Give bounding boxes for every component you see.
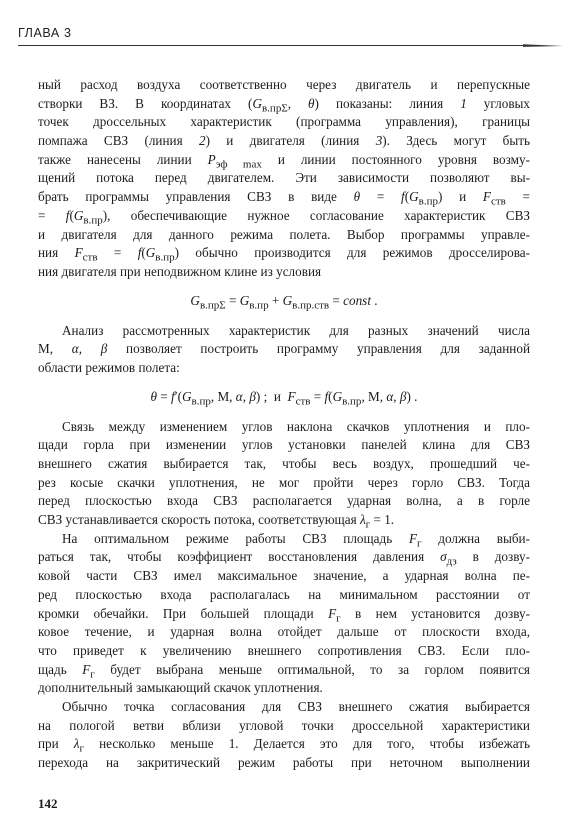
- text-line: ред плоскостью входа располагалась на минимальном расстоянии от: [38, 586, 530, 602]
- text-line: брать программы управления СВЗ в виде $\theta = f(G_{в.пр})$ и $F_{ств}$ =: [38, 189, 530, 208]
- text-line: = $f(G_{в.пр})$, обеспечивающие нужное согласование характеристик СВЗ: [38, 207, 530, 227]
- paragraph-4: [38, 530, 530, 698]
- equation-2: $\theta = f'(G_{в.пр}$, M, α, β) ; и $F_{ств} = f(G_{в.пр}$, M, α, β) .: [150, 388, 418, 408]
- text-line: перед плоскостью входа СВЗ располагается ударная волна, а в горле: [38, 493, 530, 509]
- text-line: точек дроссельных характеристик (программа управления), границы: [38, 114, 530, 130]
- text-line: щений потока перед двигателем. Эти зависимости позволяют вы-: [38, 170, 530, 186]
- text-line: кромки обечайки. При большей площади $F_г$ в нем установится дозву-: [38, 605, 530, 625]
- paragraph-3: [38, 418, 530, 530]
- text-line: СВЗ устанавливается скорость потока, соответствующая $\lambda_г = 1$.: [38, 512, 395, 531]
- text-line: при $\lambda_г$ несколько меньше 1. Делается это для того, чтобы избежать: [38, 736, 530, 755]
- text-line: рез косые скачки уплотнения, не мог пройти через горло СВЗ. Тогда: [38, 474, 530, 490]
- paragraph-2: [38, 322, 530, 378]
- text-line: области режимов полета:: [38, 359, 180, 375]
- text-line: ный расход воздуха соответственно через двигатель и перепускные: [38, 77, 530, 92]
- text-line: перехода на закритический режим работы при неточном выполнении: [38, 755, 530, 770]
- text-line: Связь между изменением углов наклона скачков уплотнения и пло-: [62, 418, 530, 434]
- text-line: М, α, β позволяет построить программу управления для заданной: [38, 341, 531, 357]
- text-line: дополнительный замыкающий скачок уплотнения.: [38, 680, 323, 696]
- text-line: ковой части СВЗ имел максимальное значение, а ударная волна пе-: [38, 568, 530, 584]
- text-line: раться так, чтобы коэффициент восстановления давления $\sigma_{дз}$ в дозву-: [38, 549, 530, 569]
- text-line: щади горла при изменении углов установки панелей клина для СВЗ: [38, 437, 530, 453]
- text-line: щадь $F_г$ будет выбрана меньше оптимальной, то за горлом появится: [38, 661, 530, 681]
- text-line: внешнего сжатия выбирается так, чтобы весь воздух, прошедший че-: [38, 456, 530, 471]
- page-body: [38, 76, 530, 773]
- text-line: также нанесены линии $P_{эф max}$ и линии постоянного уровня возму-: [38, 151, 530, 171]
- text-line: На оптимальном режиме работы СВЗ площадь $F_г$ должна выби-: [62, 530, 531, 550]
- page-number: 142: [38, 796, 58, 811]
- equation-1: $G_{в.пр\Sigma} = G_{в.пр} + G_{в.пр.ств}$ = const .: [190, 292, 378, 312]
- chapter-title: ГЛАВА 3: [18, 26, 72, 40]
- paragraph-5: [38, 698, 530, 773]
- text-line: створки ВЗ. В координатах ($G_{в.пр\Sigma}$, θ) показаны: линия 1 угловых: [38, 95, 530, 115]
- text-line: на пологой ветви вблизи угловой точки дроссельной характеристики: [38, 717, 530, 733]
- text-line: ния $F_{ств} = f(G_{в.пр})$ обычно производится для режимов дросселирова-: [38, 245, 530, 264]
- text-line: что приведет к увеличению внешнего сопротивления СВЗ. Если пло-: [38, 642, 530, 658]
- text-line: помпажа СВЗ (линия 2) и двигателя (линия 3). Здесь могут быть: [38, 133, 531, 149]
- text-line: и двигателя для данного режима полета. Выбор программы управле-: [38, 226, 530, 242]
- text-line: ковое течение, и ударная волна отойдет дальше от плоскости входа,: [38, 624, 530, 640]
- text-line: Анализ рассмотренных характеристик для разных значений числа: [62, 322, 530, 338]
- paragraph-1: [38, 76, 530, 282]
- header-rule: [18, 45, 538, 46]
- text-line: ния двигателя при неподвижном клине из условия: [38, 263, 322, 279]
- running-header: [18, 26, 554, 44]
- text-line: Обычно точка согласования для СВЗ внешнего сжатия выбирается: [62, 698, 530, 714]
- header-rule-tip: [523, 39, 563, 51]
